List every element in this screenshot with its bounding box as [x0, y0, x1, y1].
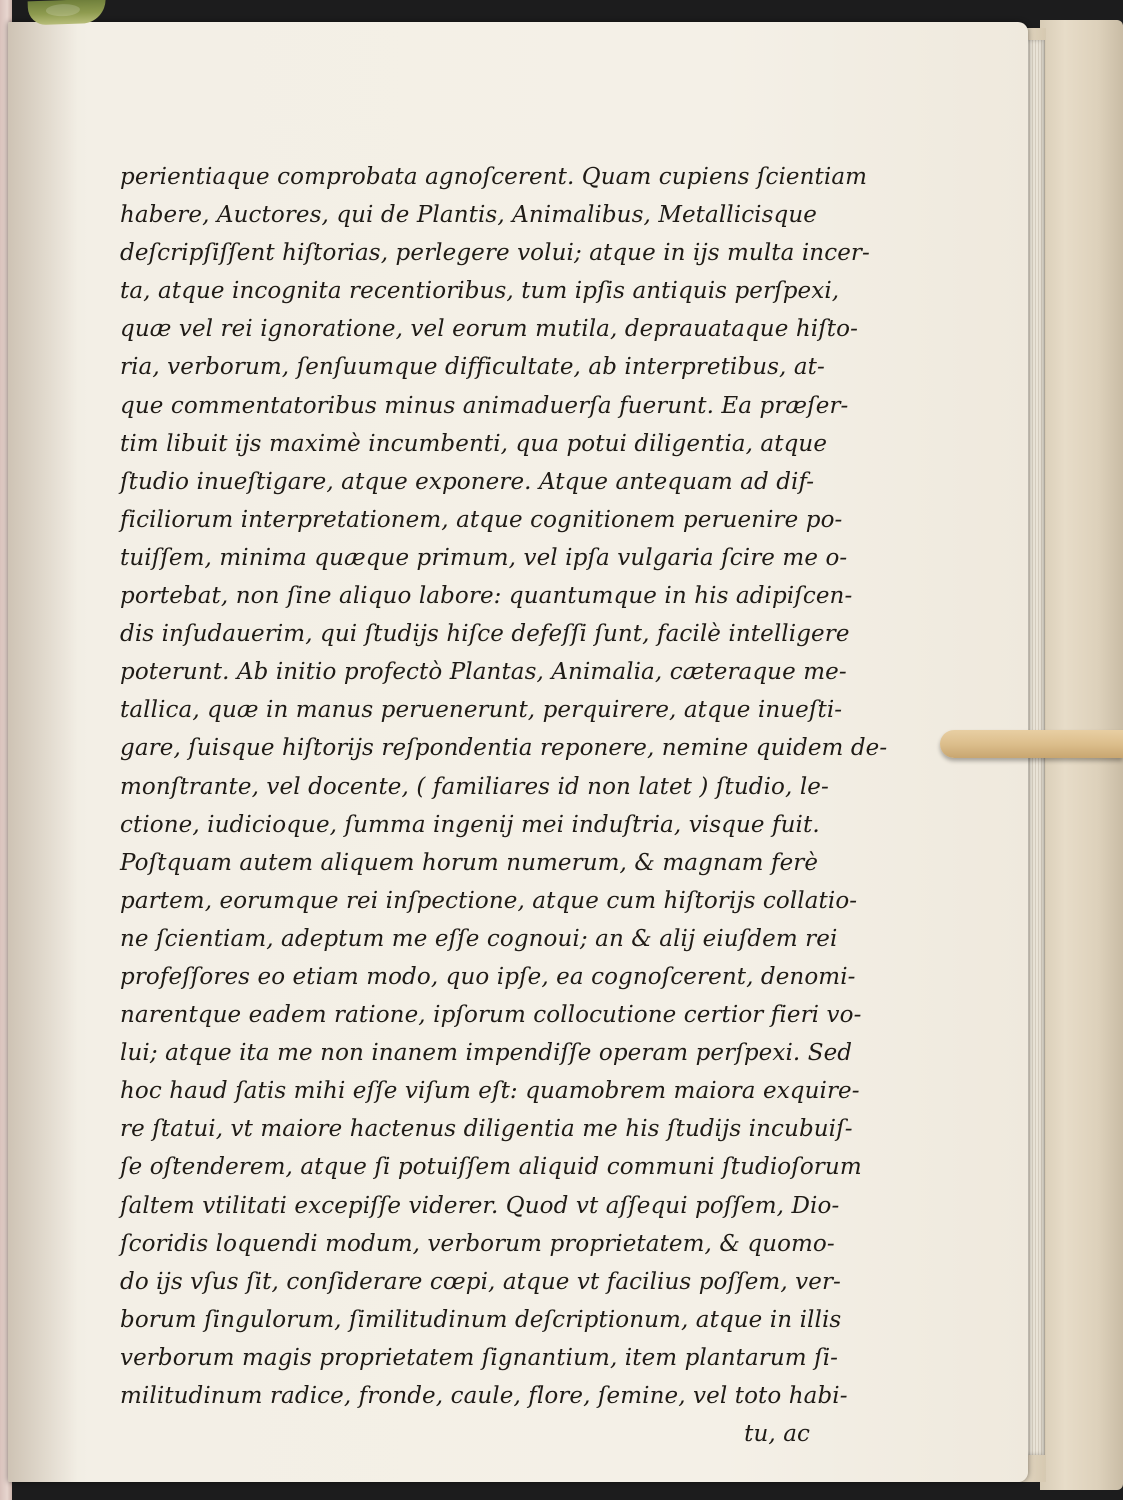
text-line: do ijs vſus ſit, conſiderare cœpi, atque vt facilius poſſem, ver- — [120, 1268, 841, 1295]
text-line: ſaltem vtilitati excepiſſe viderer. Quod vt aſſequi poſſem, Dio- — [120, 1192, 840, 1219]
text-line: ſe oſtenderem, atque ſi potuiſſem aliquid communi ſtudioſorum — [120, 1154, 862, 1181]
text-line: que commentatoribus minus animaduerſa fuerunt. Ea præſer- — [120, 392, 849, 419]
text-line: narentque eadem ratione, ipſorum collocutione certior fieri vo- — [120, 1002, 862, 1029]
text-line: ſtudio inueſtigare, atque exponere. Atque antequam ad dif- — [120, 468, 815, 495]
text-line: poterunt. Ab initio profectò Plantas, Animalia, cæteraque me- — [120, 659, 847, 686]
text-line: Poſtquam autem aliquem horum numerum, & magnam ferè — [120, 849, 819, 876]
text-line: re ſtatui, vt maiore hactenus diligentia me his ſtudijs incubuiſ- — [120, 1116, 853, 1143]
text-line: ria, verborum, ſenſuumque difficultate, ab interpretibus, at- — [120, 354, 825, 381]
text-line: tim libuit ijs maximè incumbenti, qua potui diligentia, atque — [120, 430, 828, 457]
text-line: partem, eorumque rei inſpectione, atque cum hiſtorijs collatio- — [120, 887, 858, 914]
text-line: hoc haud ſatis mihi eſſe viſum eſt: quamobrem maiora exquire- — [120, 1078, 860, 1105]
text-line: perientiaque comprobata agnoſcerent. Quam cupiens ſcientiam — [120, 164, 868, 190]
catchword: tu, ac — [744, 1421, 810, 1448]
text-line: gare, ſuisque hiſtorijs reſpondentia reponere, nemine quidem de- — [120, 735, 888, 762]
text-line: habere, Auctores, qui de Plantis, Animalibus, Metallicisque — [120, 202, 817, 229]
text-line: militudinum radice, fronde, caule, flore, ſemine, vel toto habi- — [120, 1383, 848, 1409]
text-line: quæ vel rei ignoratione, vel eorum mutila, deprauataque hiſto- — [120, 316, 858, 343]
page-text — [120, 158, 888, 1453]
text-line: portebat, non ſine aliquo labore: quantumque in his adipiſcen- — [120, 583, 853, 610]
page-pointer-stick — [940, 730, 1123, 758]
text-line: dis inſudauerim, qui ſtudijs hiſce defeſſi ſunt, facilè intelligere — [120, 621, 850, 648]
text-line: tallica, quæ in manus peruenerunt, perquirere, atque inueſti- — [120, 697, 843, 724]
text-line: ficiliorum interpretationem, atque cognitionem peruenire po- — [120, 506, 843, 533]
text-line: profeſſores eo etiam modo, quo ipſe, ea cognoſcerent, denomi- — [120, 963, 856, 990]
text-line: lui; atque ita me non inanem impendiſſe operam perſpexi. Sed — [120, 1040, 853, 1067]
text-line: verborum magis proprietatem ſignantium, item plantarum ſi- — [120, 1344, 839, 1371]
text-line: ſcoridis loquendi modum, verborum proprietatem, & quomo- — [120, 1230, 835, 1257]
text-line: ne ſcientiam, adeptum me eſſe cognoui; an & alij eiuſdem rei — [120, 925, 838, 952]
text-line: tuiſſem, minima quæque primum, vel ipſa vulgaria ſcire me o- — [120, 544, 848, 571]
text-line: borum ſingulorum, ſimilitudinum deſcriptionum, atque in illis — [120, 1306, 842, 1333]
text-line: deſcripſiſſent hiſtorias, perlegere volui; atque in ijs multa incer- — [120, 240, 870, 267]
text-line: monſtrante, vel docente, ( familiares id non latet ) ſtudio, le- — [120, 773, 829, 800]
text-line: ctione, iudicioque, ſumma ingenij mei induſtria, visque fuit. — [120, 811, 820, 838]
text-line: ta, atque incognita recentioribus, tum ipſis antiquis perſpexi, — [120, 278, 840, 305]
